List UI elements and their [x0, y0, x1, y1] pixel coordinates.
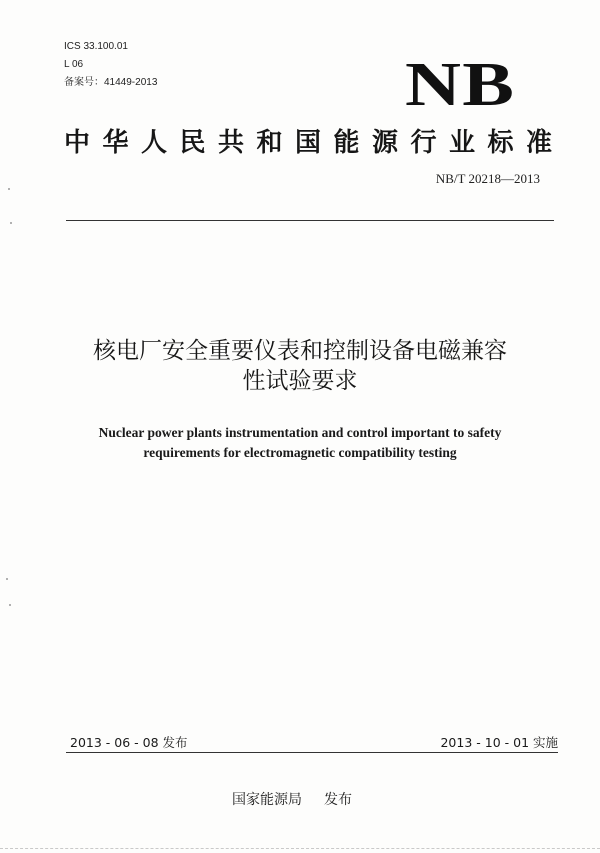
ccs-code: L 06 [64, 59, 84, 70]
ics-code: ICS 33.100.01 [64, 41, 128, 52]
chinese-title-line-1: 核电厂安全重要仪表和控制设备电磁兼容 [93, 338, 507, 364]
english-title [40, 423, 560, 463]
chinese-title-line-2: 性试验要求 [242, 368, 358, 394]
chinese-title [40, 336, 560, 396]
scan-speck [6, 578, 8, 580]
record-number: 备案号：41449-2013 [64, 77, 158, 88]
scan-bottom-edge [0, 848, 600, 853]
english-title-line-2: requirements for electromagnetic compatibility testing [143, 445, 457, 460]
standard-number: NB/T 20218—2013 [435, 171, 540, 186]
scan-speck [8, 188, 10, 190]
scan-speck [10, 222, 12, 224]
scan-speck [9, 604, 11, 606]
publisher-name: 国家能源局 [232, 792, 302, 808]
standard-category-title: 中华人民共和国能源行业标准 [64, 128, 565, 158]
publisher-action: 发布 [324, 792, 352, 808]
english-title-line-1: Nuclear power plants instrumentation and control important to safety [98, 425, 502, 440]
publisher-line [232, 789, 352, 809]
implementation-date: 2013 - 10 - 01 实施 [440, 735, 558, 750]
footer-divider [66, 752, 558, 753]
classification-block [64, 38, 157, 92]
issue-date: 2013 - 06 - 08 发布 [70, 735, 188, 750]
header-divider [66, 220, 554, 221]
nb-logo: NB [405, 51, 516, 119]
